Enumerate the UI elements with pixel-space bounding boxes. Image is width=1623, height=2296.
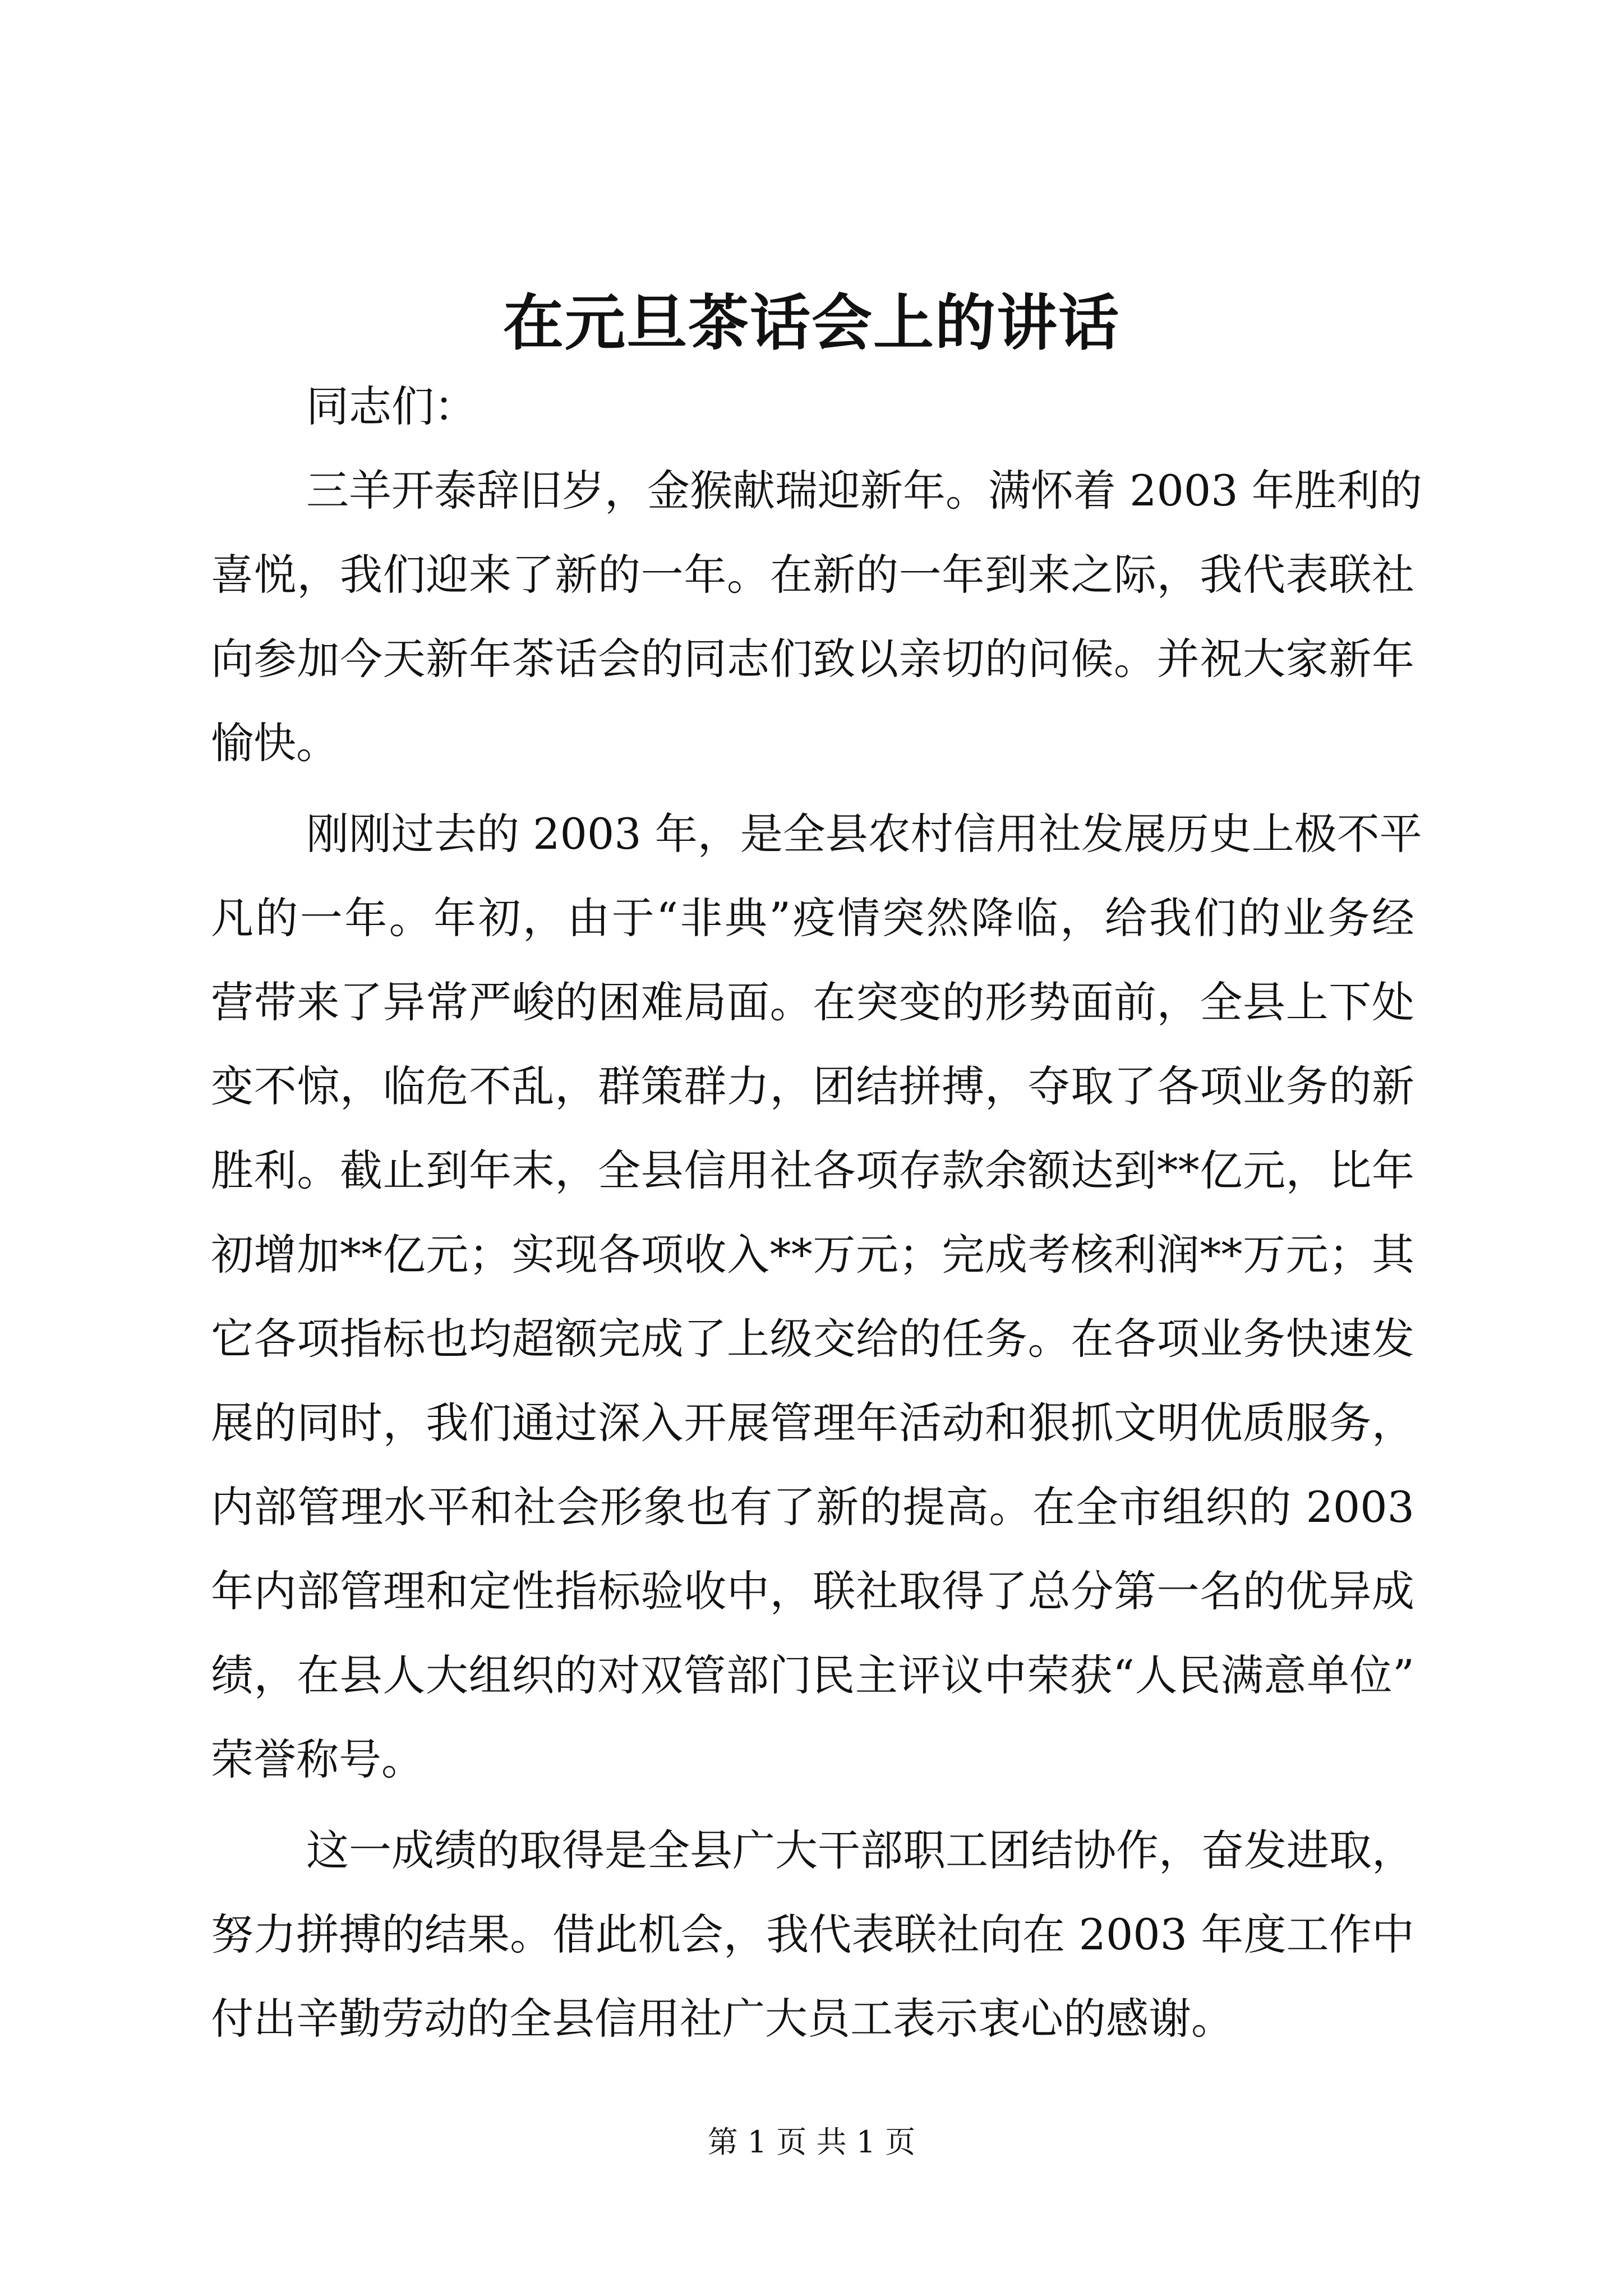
paragraph-line: 刚刚过去的 2003 年，是全县农村信用社发展历史上极不平 [306, 809, 1422, 859]
paragraph-line: 变不惊，临危不乱，群策群力，团结拼搏，夺取了各项业务的新 [211, 1061, 1414, 1111]
page-footer: 第 1 页 共 1 页 [707, 2124, 916, 2160]
salutation: 同志们： [306, 381, 477, 431]
paragraph-line: 向参加今天新年茶话会的同志们致以亲切的问候。并祝大家新年 [211, 634, 1414, 684]
paragraph-line: 绩，在县人大组织的对双管部门民主评议中荣获“人民满意单位” [211, 1650, 1414, 1700]
document-body [211, 365, 1422, 2061]
paragraph-line: 展的同时，我们通过深入开展管理年活动和狠抓文明优质服务， [211, 1398, 1414, 1448]
paragraph-line: 胜利。截止到年末，全县信用社各项存款余额达到**亿元，比年 [211, 1145, 1414, 1195]
paragraph-line: 愉快。 [211, 718, 339, 768]
paragraph-1 [211, 449, 1422, 785]
paragraph-line: 凡的一年。年初，由于“非典”疫情突然降临，给我们的业务经 [211, 893, 1414, 943]
paragraph-line: 它各项指标也均超额完成了上级交给的任务。在各项业务快速发 [211, 1314, 1414, 1364]
paragraph-line: 内部管理水平和社会形象也有了新的提高。在全市组织的 2003 [211, 1482, 1414, 1532]
paragraph-line: 喜悦，我们迎来了新的一年。在新的一年到来之际，我代表联社 [211, 550, 1414, 600]
paragraph-line: 努力拼搏的结果。借此机会，我代表联社向在 2003 年度工作中 [211, 1910, 1414, 1959]
paragraph-line: 初增加**亿元；实现各项收入**万元；完成考核利润**万元；其 [211, 1230, 1414, 1280]
paragraph-line: 三羊开泰辞旧岁，金猴献瑞迎新年。满怀着 2003 年胜利的 [306, 466, 1422, 516]
paragraph-3 [211, 1809, 1414, 2061]
paragraph-line: 荣誉称号。 [211, 1734, 424, 1784]
paragraph-2 [211, 792, 1422, 1802]
document-title: 在元旦茶话会上的讲话 [502, 288, 1120, 358]
paragraph-line: 营带来了异常严峻的困难局面。在突变的形势面前，全县上下处 [211, 977, 1414, 1027]
paragraph-line: 这一成绩的取得是全县广大干部职工团结协作，奋发进取， [306, 1825, 1414, 1875]
paragraph-spacer [211, 1802, 1414, 1809]
paragraph-spacer [211, 785, 1414, 792]
paragraph-line: 付出辛勤劳动的全县信用社广大员工表示衷心的感谢。 [211, 1994, 1234, 2044]
paragraph-line: 年内部管理和定性指标验收中，联社取得了总分第一名的优异成 [211, 1566, 1414, 1616]
